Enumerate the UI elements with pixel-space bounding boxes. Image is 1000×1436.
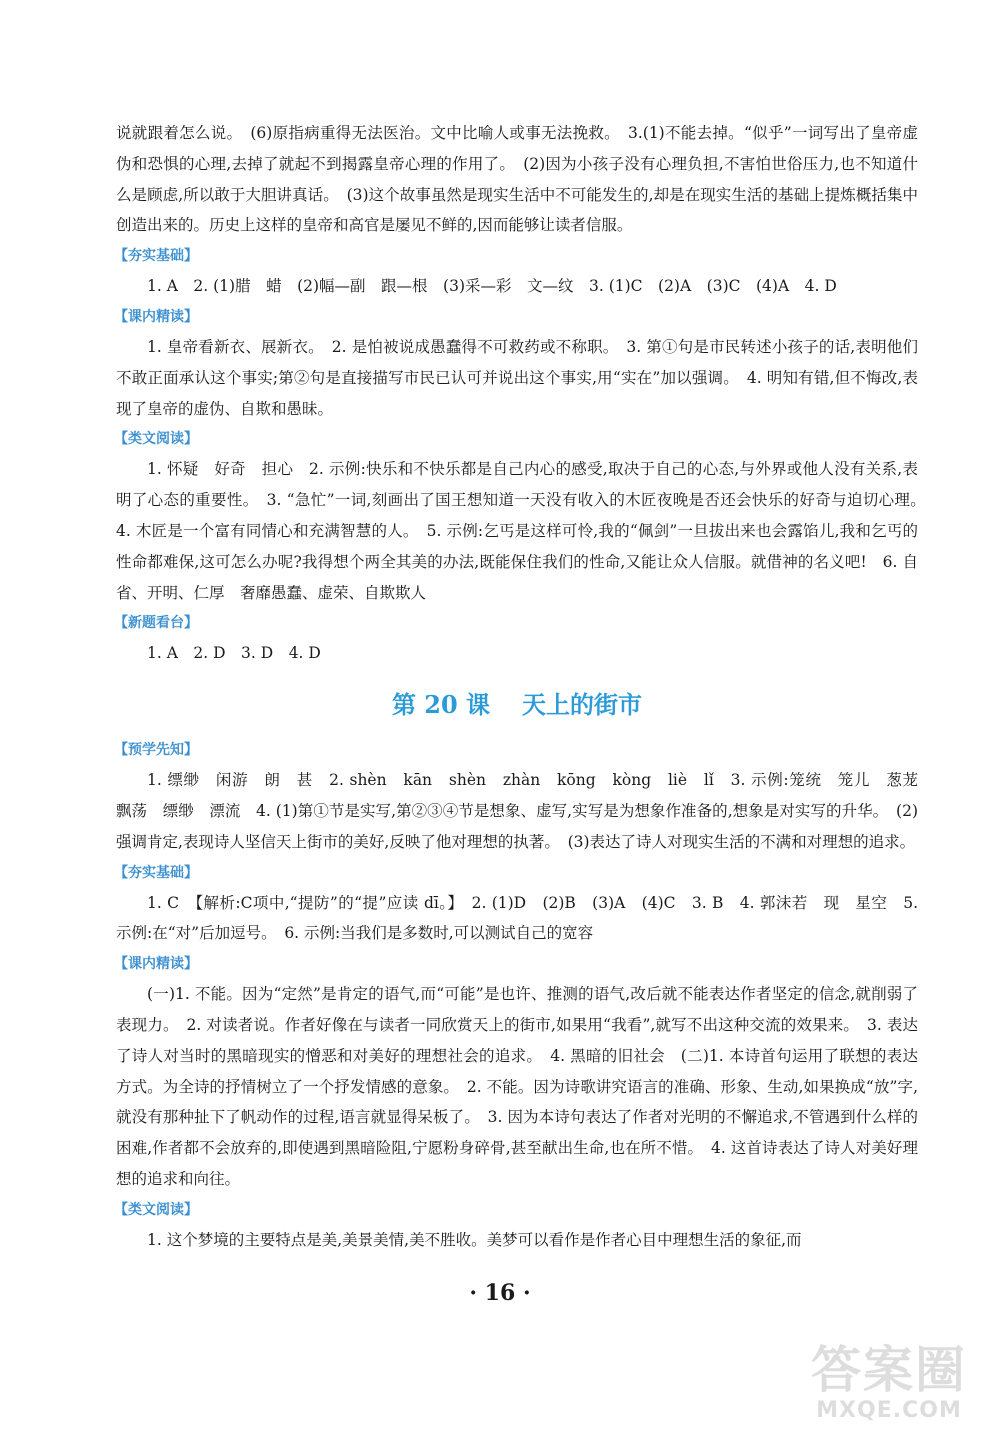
section-label-yuxue-xianzhi: 【预学先知】 xyxy=(114,742,198,759)
section-text-hangshi-jichu: 1. A 2. (1)腊 蜡 (2)幅—副 跟—根 (3)采—彩 文—纹 3. (1)C (2)A (3)C (4)A 4. D xyxy=(147,277,837,296)
section-text-kenei-jingdu-2: (一)1. 不能。因为“定然”是肯定的语气,而“可能”是也许、推测的语气,改后就不能表达作者坚定的信念,就削弱了表现力。 2. 对读者说。作者好像在与读者一同欣赏天上的街市,如果用“我看”,就写不出这种交流的效果来。 3. 表达了诗人对当时的黑暗现实的憎恶和对美好的理想社会的追求。 4. 黑暗的旧社会 (二)1. 本诗首句运用了联想的表达方式。为全诗的抒情树立了一个抒发情感的意象。 2. 不能。因为诗歌讲究语言的准确、形象、生动,如果换成“放”字,就没有那种扯下了帆动作的过程,语言就显得呆板了。 3. 因为本诗句表达了作者对光明的不懈追求,不管遇到什么样的困难,作者都不会放弃的,即使遇到黑暗险阻,宁愿粉身碎骨,甚至献出生命,也在所不惜。 4. 这首诗表达了诗人对美好理想的追求和向往。 xyxy=(116,985,918,1188)
lesson-name: 天上的街市 xyxy=(522,690,643,720)
section-label-xinti-kantai: 【新题看台】 xyxy=(114,615,198,632)
section-text-hangshi-jichu-2: 1. C 【解析:C项中,“提防”的“提”应读 dī。】 2. (1)D (2)B (3)A (4)C 3. B 4. 郭沫若 现 星空 5. 示例:在“对”后加逗号。 6. 示例:当我们是多数时,可以测试自己的宽容 xyxy=(116,893,918,943)
watermark-logo xyxy=(784,1340,994,1432)
section-label-kenei-jingdu-2: 【课内精读】 xyxy=(114,956,198,973)
page-content xyxy=(114,118,934,1256)
section-text-xinti-kantai: 1. A 2. D 3. D 4. D xyxy=(147,644,321,663)
page-number: · 16 · xyxy=(469,1280,531,1306)
section-text-leiwen-yuedu: 1. 怀疑 好奇 担心 2. 示例:快乐和不快乐都是自己内心的感受,取决于自己的心态,与外界或他人没有关系,表明了心态的重要性。 3. “急忙”一词,刻画出了国王想知道一天没有收入的木匠夜晚是否还会快乐的好奇与迫切心理。 4. 木匠是一个富有同情心和充满智慧的人。 5. 示例:乞丐是这样可怜,我的“佩剑”一旦拔出来也会露馅儿,我和乞丐的性命都难保,这可怎么办呢?我得想个两全其美的办法,既能保住我们的性命,又能让众人信服。就借神的名义吧! 6. 自省、开明、仁厚 奢靡愚蠢、虚荣、自欺欺人 xyxy=(116,460,934,602)
section-text-yuxue-xianzhi: 1. 缥缈 闲游 朗 甚 2. shèn kān shèn zhàn kōng kòng liè lǐ 3. 示例:笼统 笼儿 葱茏 飘荡 缥缈 漂流 4. (1)第①节是实写,第②③④节是想象、虚写,实写是为想象作准备的,想象是对实写的升华。 (2)强调肯定,表现诗人坚信天上街市的美好,反映了他对理想的执著。 (3)表达了诗人对现实生活的不满和对理想的追求。 xyxy=(116,771,934,851)
intro-paragraph: 说就跟着怎么说。 (6)原指病重得无法医治。文中比喻人或事无法挽救。 3.(1)不能去掉。“似乎”一词写出了皇帝虚伪和恐惧的心理,去掉了就起不到揭露皇帝心理的作用了。 (2)因为小孩子没有心理负担,不害怕世俗压力,也不知道什么是顾虑,所以敢于大胆讲真话。 (3)这个故事虽然是现实生活中不可能发生的,却是在现实生活的基础上提炼概括集中创造出来的。历史上这样的皇帝和高官是屡见不鲜的,因而能够让读者信服。 xyxy=(116,124,918,235)
watermark-url: MXQE.COM xyxy=(816,1398,962,1423)
section-label-hangshi-jichu: 【夯实基础】 xyxy=(114,248,198,265)
lesson-number: 第 20 课 xyxy=(391,690,491,720)
lesson-title xyxy=(116,683,918,727)
section-label-hangshi-jichu-2: 【夯实基础】 xyxy=(114,864,198,881)
section-label-kenei-jingdu: 【课内精读】 xyxy=(114,308,198,325)
section-label-leiwen-yuedu: 【类文阅读】 xyxy=(114,431,198,448)
section-text-kenei-jingdu: 1. 皇帝看新衣、展新衣。 2. 是怕被说成愚蠢得不可救药或不称职。 3. 第①句是市民转述小孩子的话,表明他们不敢正面承认这个事实;第②句是直接描写市民已认可并说出这个事实,用“实在”加以强调。 4. 明知有错,但不悔改,表现了皇帝的虚伪、自欺和愚昧。 xyxy=(116,337,918,418)
watermark-text: 答案圈 xyxy=(811,1341,967,1399)
section-label-leiwen-yuedu-2: 【类文阅读】 xyxy=(114,1201,198,1218)
section-text-leiwen-yuedu-2: 1. 这个梦境的主要特点是美,美景美情,美不胜收。美梦可以看作是作者心目中理想生活的象征,而 xyxy=(147,1230,802,1249)
